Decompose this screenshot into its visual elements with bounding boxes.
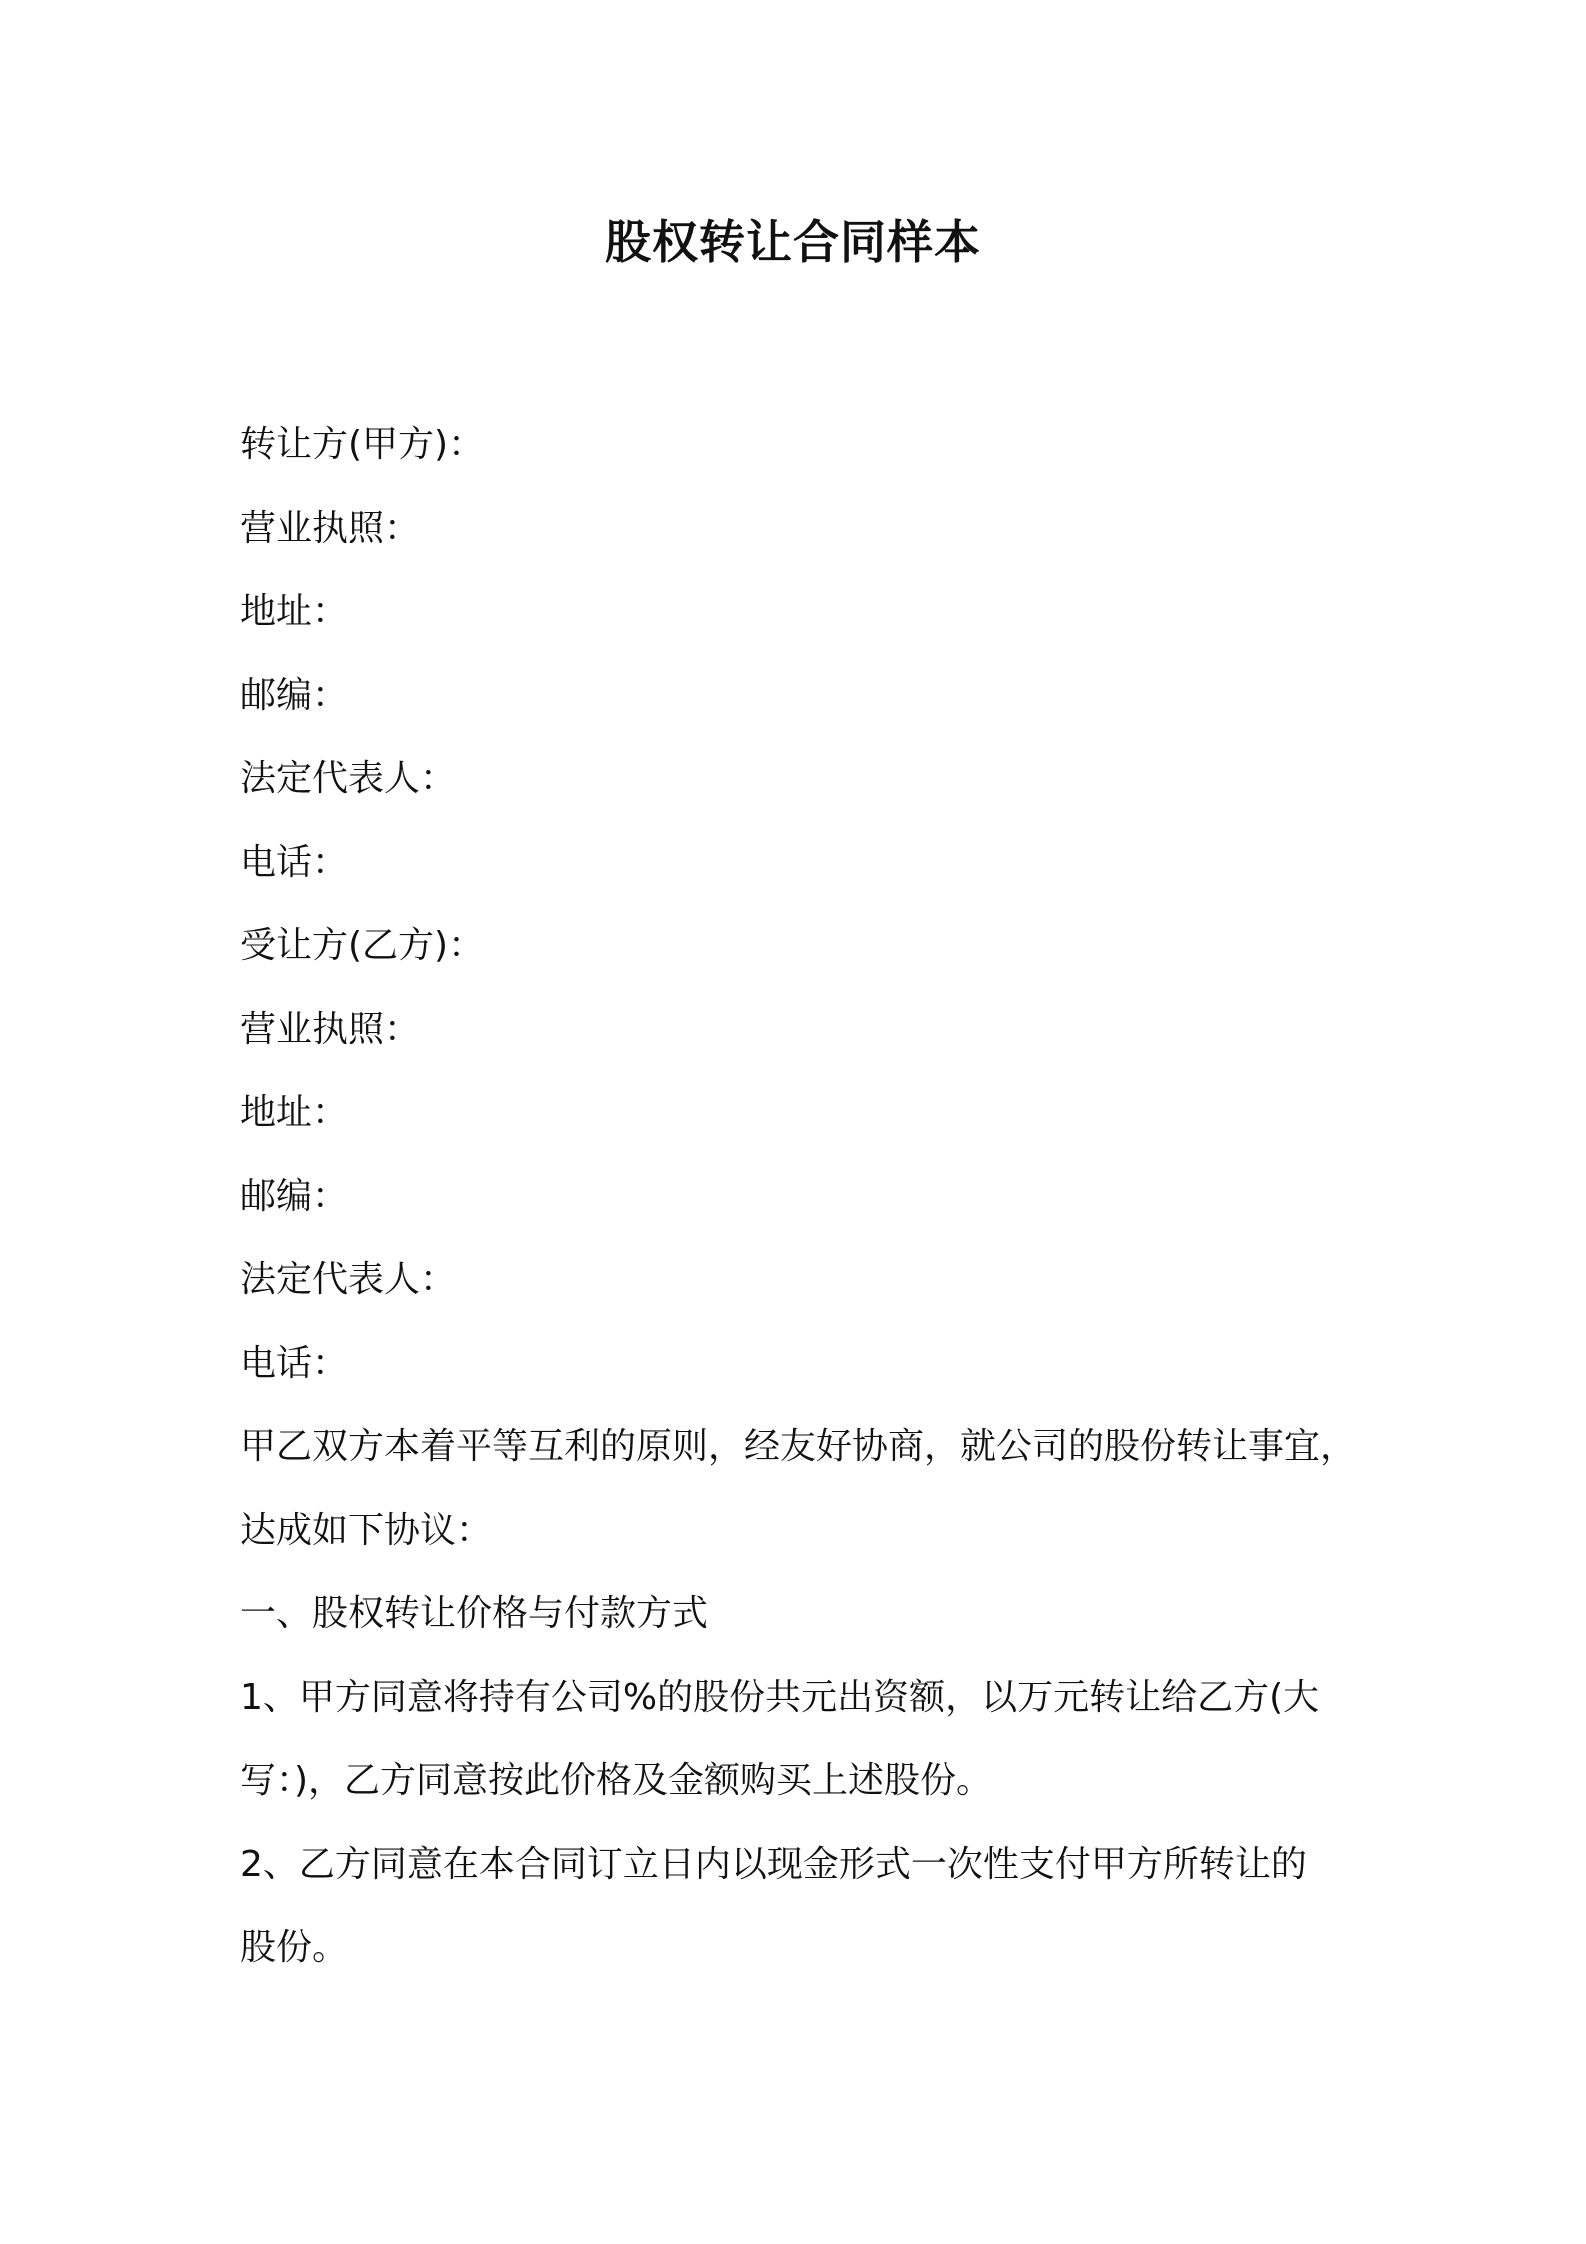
party-a-address: 地址：	[240, 591, 349, 632]
clause-1-line: 写：)，乙方同意按此价格及金额购买上述股份。	[240, 1760, 993, 1801]
section-1-heading: 一、股权转让价格与付款方式	[240, 1593, 709, 1634]
clause-2-line: 2、乙方同意在本合同订立日内以现金形式一次性支付甲方所转让的	[240, 1843, 1307, 1885]
party-b-legal-rep: 法定代表人：	[240, 1259, 457, 1300]
party-b-label: 受让方(乙方)：	[240, 925, 485, 966]
party-a-phone: 电话：	[240, 841, 349, 883]
preamble-line: 甲乙双方本着平等互利的原则，经友好协商，就公司的股份转让事宜，	[240, 1426, 1357, 1467]
clause-1-line: 1、甲方同意将持有公司%的股份共元出资额，以万元转让给乙方(大	[240, 1676, 1320, 1718]
party-a-legal-rep: 法定代表人：	[240, 758, 457, 799]
preamble-line: 达成如下协议：	[240, 1509, 493, 1551]
party-b-address: 地址：	[240, 1092, 349, 1133]
party-a-license: 营业执照：	[240, 507, 421, 549]
party-a-label: 转让方(甲方)：	[240, 424, 485, 465]
party-b-phone: 电话：	[240, 1342, 349, 1384]
party-a-postcode: 邮编：	[240, 674, 349, 716]
party-b-license: 营业执照：	[240, 1008, 421, 1050]
clause-2-line: 股份。	[240, 1927, 349, 1968]
document-title: 股权转让合同样本	[605, 215, 981, 269]
party-b-postcode: 邮编：	[240, 1175, 349, 1217]
document-body	[240, 403, 1370, 1990]
